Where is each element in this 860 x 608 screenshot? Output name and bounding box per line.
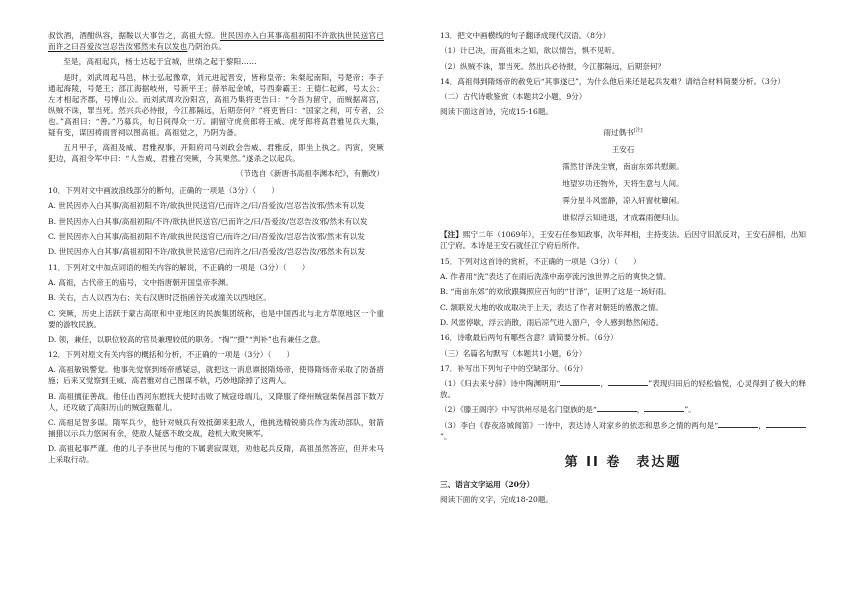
question-14: 14．高祖得到隋炀帝的赦免后“其事遂已”，为什么他后来还是起兵发难？请结合材料简要分析。（3分） bbox=[440, 76, 785, 86]
question-15: 15．下列对这首诗的赏析，不正确的一项是（3分）（ ） bbox=[440, 256, 641, 266]
reading-instruction: 阅读下面的文字，完成18-20题。 bbox=[440, 494, 554, 504]
q17-text: ， bbox=[758, 420, 767, 430]
passage-source: （节选自《新唐书高祖李渊本纪》，有删改） bbox=[235, 169, 384, 179]
answer-blank[interactable] bbox=[608, 385, 648, 386]
q15-option-b: B. “南亩东郊”的欢欣跟舞照应百句的“甘泽”，证明了这是一场好雨。 bbox=[440, 287, 671, 297]
q15-option-d: D. 风雷停歇，浮云消散，雨后凉气进入窗户，令人感到愁然闲适。 bbox=[440, 317, 664, 327]
q17-text: ”表现归田后的轻松愉悦，心灵得到了极大的释放。 bbox=[440, 379, 806, 400]
subsection-recitation: （三）名篇名句默写（本题共1小题，6分） bbox=[440, 348, 587, 358]
q17-text: （3）李白《春夜洛城闻笛》一诗中，表达诗人对家乡的依恋和思乡之情的两句是“ bbox=[440, 420, 719, 430]
q17-text: ， bbox=[600, 379, 609, 389]
poem-title bbox=[440, 127, 806, 138]
poem-note-mark: [注] bbox=[633, 127, 643, 134]
q17-text: （2）《滕王阁序》中写洪州尽是名门望族的是“ bbox=[440, 405, 597, 415]
poem-title-text: 雨过偶书 bbox=[603, 128, 634, 138]
poem-note bbox=[440, 229, 806, 251]
poem-line: 地望岁功还物外，天将生意与人间。 bbox=[562, 179, 684, 189]
q10-option-a: A. 世民因亦入白其事/高祖初阳不许/欲执世民送官/已而许之/曰/吾爱汝/岂忍告汝邪/然未有以发 bbox=[48, 201, 365, 211]
answer-blank[interactable] bbox=[560, 385, 600, 386]
q15-option-a: A. 作者用“洗”表达了在雨后洗涤中南亭流污浊世界之后的爽快之情。 bbox=[440, 272, 671, 282]
q17-text: ”。 bbox=[684, 405, 696, 415]
q17-item-1 bbox=[440, 378, 806, 400]
answer-blank[interactable] bbox=[597, 411, 637, 412]
section-heading: 第 II 卷 表达题 bbox=[564, 454, 682, 470]
q12-option-c: C. 高祖足智多谋。隋军兵少，他针对贼兵有效抵御来犯敌人，他挑选精锐骑兵作为流动部队，射箭捕猎以示兵力悠闲有余，使敌人疑惑不敢交战，趁机大败突厥军。 bbox=[48, 418, 384, 439]
passage-paragraph-1 bbox=[48, 30, 384, 52]
q17-text: ， bbox=[636, 405, 645, 415]
q10-option-d: D. 世民因亦入白其事/高祖初阳不许/欲执世民送官/已而许之/曰/吾爱汝/岂忍告汝/邪然未有以发 bbox=[48, 247, 366, 257]
question-11: 11．下列对文中加点词语的相关内容的解说，不正确的一项是（3分）（ ） bbox=[48, 262, 310, 272]
subsection-poetry: （二）古代诗歌鉴赏（本题共2小题，9分） bbox=[440, 92, 587, 102]
passage-paragraph-2: 至是，高祖起兵，杨士达起于宜城，世绩之起于黎阳…… bbox=[63, 57, 257, 67]
question-13: 13．把文中画横线的句子翻译成现代汉语。（8分） bbox=[440, 31, 611, 40]
q11-option-d: D. 领，兼任，以职位较高的官员兼理较低的职务。“掏”“摄”“判补”也有兼任之意。 bbox=[48, 334, 325, 344]
poem-note-label: 【注】 bbox=[440, 230, 463, 240]
answer-blank[interactable] bbox=[718, 427, 758, 428]
q17-text: ”。 bbox=[440, 431, 452, 441]
poem-line: 霁分星斗风雷静，凉入轩窗枕簟闲。 bbox=[562, 196, 684, 206]
q13-item-1: （1）计已决，而高祖未之知，欲以情告，惧不见听。 bbox=[440, 46, 620, 56]
question-17: 17．补写出下列句子中的空缺部分。（6分） bbox=[440, 363, 588, 373]
answer-blank[interactable] bbox=[766, 427, 806, 428]
passage-paragraph-3: 是时，刘武周起马邑，林士弘起豫章，刘元进起晋安，皆称皇帝；朱粲起南阳，号楚帝；李子通起海陵，号楚王；邵江海据岐州，号新平王；薛举起金城，号西秦霸王；王德仁起邺，号太公；左才相起齐郡，号博山公。而刘武周攻汾阳宫，高祖乃集将吏告曰：“今吾为留守，而贼据离宫，纵贼不诛，罪当死。然兴兵必待报，今江都隔远，后期奈何？”将吏皆曰：“国家之利，可专者，公也。”高祖曰：“善。”乃募兵，旬日间得众一万。副留守虎贲郎将王威、虎牙郎将高君雅见兵大集，疑有变，谋因祷雨晋祠以图高祖。高祖觉之，乃阴为备。 bbox=[48, 72, 384, 137]
poem-line: 霈然甘泽洗尘寰，南亩东郊共慰颜。 bbox=[562, 162, 684, 172]
q10-option-c: C. 世民因亦入白其事/高祖初阳不许/欲执世民送官已/而许之/曰/吾爱汝/岂忍告汝邪/然未有以发 bbox=[48, 232, 365, 242]
passage-text: 乃阴治兵。 bbox=[187, 42, 227, 51]
poem-note-text: 熙宁二年（1069年），王安石任参知政事，次年拜相，主持变法。后因守旧派反对，王安石辞相，出知江宁府。本诗是王安石就任江宁府后所作。 bbox=[440, 230, 806, 251]
q17-item-2 bbox=[440, 404, 806, 415]
q10-option-b: B. 世民因亦入白其事/高祖初阳/不许/欲执世民送官/已而许之/曰/吾爱汝/岂忍告汝邪/然未有以发 bbox=[48, 216, 368, 226]
q11-option-c: C. 突厥，历史上活跃于蒙古高原和中亚地区的民族集团统称，也是中国西北与北方草原地区一个重要的游牧民族。 bbox=[48, 308, 384, 329]
part-heading: 三、语言文字运用（20分） bbox=[440, 479, 535, 489]
question-12: 12．下列对原文有关内容的概括和分析，不正确的一项是（3分）（ ） bbox=[48, 350, 295, 360]
poem-instruction: 阅读下面这首诗，完成15-16题。 bbox=[440, 107, 554, 117]
passage-text: 叔饮酒，酒酣纵容，据鞍以大事告之，高祖大惊。 bbox=[48, 31, 220, 40]
q12-option-a: A. 高祖敏锐警觉。他事先觉察到炀帝感疑忌，就把这一消息禀报隋炀帝，使得隋炀帝采取了防备措施；后来又觉察到王威、高君雅对自己图谋不轨，巧妙地除掉了这两人。 bbox=[48, 365, 384, 386]
q11-option-a: A. 高祖，古代帝王的庙号，文中指唐朝开国皇帝李渊。 bbox=[48, 277, 233, 287]
answer-blank[interactable] bbox=[644, 411, 684, 412]
q17-text: （1）《归去来兮辞》诗中陶渊明用“ bbox=[440, 379, 561, 389]
poem-author: 王安石 bbox=[611, 145, 635, 155]
q12-option-b: B. 高祖擅征善战。他任山西河东慰抚大使时击败了贼寇母端儿，又降服了绛州贼寇柴保昌部下数万人，还攻破了高阳历山的贼寇甄翟儿。 bbox=[48, 391, 384, 412]
question-16: 16．诗歌最后两句有哪些含意？请简要分析。（6分） bbox=[440, 333, 618, 343]
left-column bbox=[48, 30, 384, 470]
wavy-underlined-sentence: 世民因亦入白其事高祖初阳不许欲执世民送官已而许之曰吾爱汝岂忍告汝邪然未有以发也 bbox=[48, 31, 384, 51]
question-10: 10．下列对文中画波浪线部分的断句，正确的一项是（3分）（ ） bbox=[48, 186, 279, 196]
right-column bbox=[440, 30, 806, 509]
passage-paragraph-4: 五月甲子，高祖及威、君雅视事，开阳府司马刘政会告威、君雅反，即坐上执之。丙寅，突厥犯边，高祖令军中曰：“人告威、君雅召突厥，今其果然。”遂杀之以起兵。 bbox=[48, 142, 384, 163]
q13-item-2: （2）纵贼不诛，罪当死。然出兵必待报，今江都隔远，后期奈何？ bbox=[440, 61, 666, 71]
q17-item-3 bbox=[440, 420, 806, 442]
poem-line: 谁似浮云知进退，才成霖雨便归山。 bbox=[562, 213, 684, 223]
q15-option-c: C. 颔联说大地的收成取决于上天，表达了作者对朝廷的感激之情。 bbox=[440, 302, 663, 312]
q11-option-b: B. 关右，古人以西为右；关右汉唐时泛指函谷关或潼关以西地区。 bbox=[48, 293, 272, 303]
q12-option-d: D. 高祖起事严谨。他的儿子李世民与他的下属裴寂谋划，劝他起兵反隋，高祖虽然答应，但并未马上采取行动。 bbox=[48, 444, 384, 465]
